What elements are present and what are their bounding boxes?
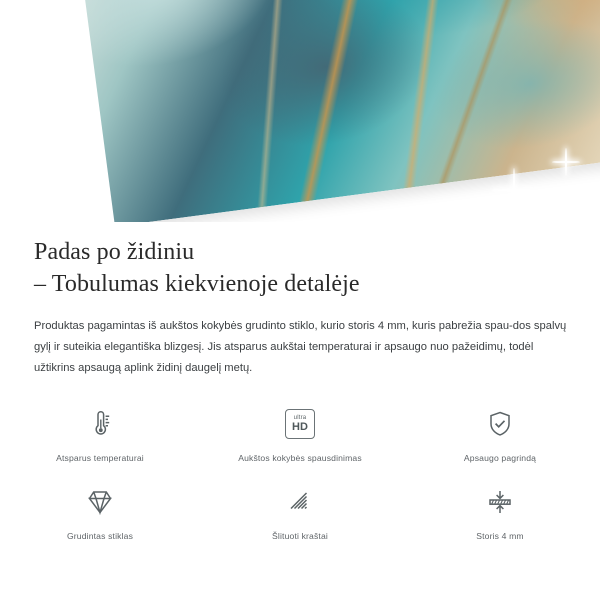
- feature-label: Aukštos kokybės spausdinimas: [238, 453, 362, 463]
- description-paragraph: Produktas pagamintas iš aukštos kokybės grudinto stiklo, kurio storis 4 mm, kuris pabrežia spau-dos spalvų gylį ir suteikia elegantiška blizgesį. Jis atsparus aukštai temperaturai ir apsaugo nuo pažeidimų, todėl užtikrins apsaugą aplink židinį daugelį metų.: [34, 320, 567, 374]
- feature-label: Grudintas stiklas: [66, 531, 134, 541]
- feature-label: Šlituoti kraštai: [272, 531, 328, 541]
- ultra-hd-badge-icon: [278, 402, 322, 446]
- feature-grid: [0, 398, 600, 554]
- feature-label: Apsaugo pagrindą: [463, 453, 537, 463]
- glass-surface-artwork: [80, 0, 600, 222]
- ultra-hd-top-text: ultra: [293, 415, 307, 421]
- ultra-hd-bottom-text: HD: [292, 421, 308, 433]
- polished-edge-icon: [278, 480, 322, 524]
- hero-image: [0, 0, 600, 222]
- feature-item-print-quality: [200, 398, 400, 476]
- feature-item-tempered-glass: [0, 476, 200, 554]
- diamond-icon: [78, 480, 122, 524]
- feature-label: Storis 4 mm: [476, 531, 524, 541]
- feature-item-surface-protection: [400, 398, 600, 476]
- text-block: [0, 222, 600, 379]
- page-title: [0, 222, 600, 300]
- feature-label: Atsparus temperaturai: [56, 453, 144, 463]
- feature-item-temperature-resistant: [0, 398, 200, 476]
- page-title-line-2: – Tobulumas kiekvienoje detalėje: [34, 271, 360, 297]
- page-title-line-1: Padas po židiniu: [34, 239, 195, 265]
- feature-item-polished-edges: [200, 476, 400, 554]
- shield-check-icon: [478, 402, 522, 446]
- feature-item-thickness: [400, 476, 600, 554]
- sparkle-small-icon: [520, 196, 538, 214]
- thickness-arrows-icon: [478, 480, 522, 524]
- thermometer-icon: [78, 402, 122, 446]
